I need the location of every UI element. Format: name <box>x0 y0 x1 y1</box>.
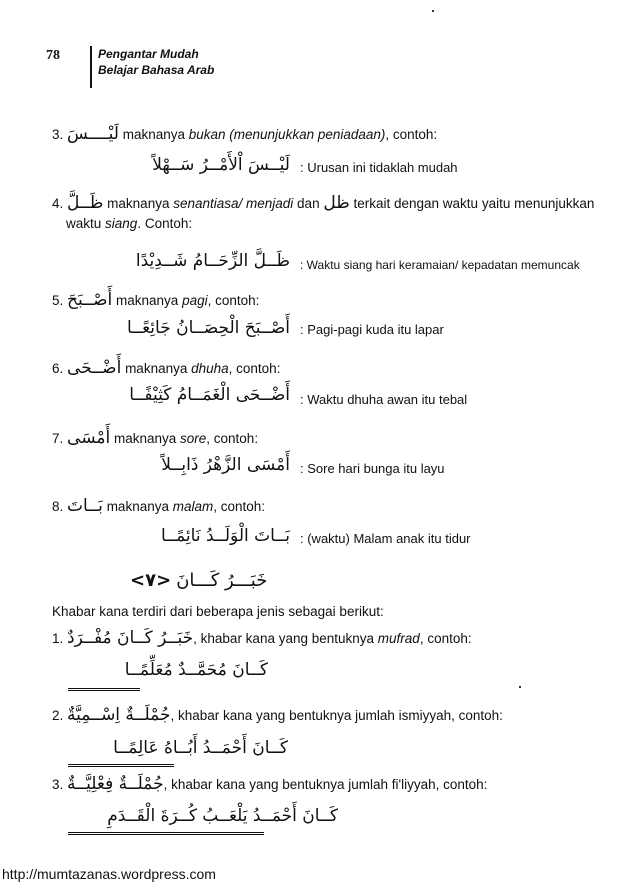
section-heading-arabic: خَبَـــرُ كَـــانَ <box>176 570 268 591</box>
khabar-item-1-example: كَــانَ مُحَمَّــدٌ مُعَلِّمًــا <box>124 660 268 680</box>
item-text: maknanya <box>125 361 192 376</box>
item-text: . Contoh: <box>137 216 193 231</box>
item-8-heading <box>52 496 265 516</box>
item-text: maknanya <box>116 293 183 308</box>
item-text: , khabar kana yang bentuknya jumlah fi'liyyah, contoh: <box>163 777 488 792</box>
item-arabic: جُمْلَــةٌ اِسْــمِيَّةٌ <box>67 705 171 725</box>
item-text: , contoh: <box>207 293 260 308</box>
item-6-example-arabic: أَضْــحَى الْغَمَــامُ كَثِيْفًــا <box>129 385 290 405</box>
item-text: dan <box>293 196 324 211</box>
item-text: maknanya <box>122 127 189 142</box>
khabar-item-3-example: كَــانَ أَحْمَــدُ يَلْعَــبُ كُــرَةَ الْقَــدَمِ <box>107 806 338 826</box>
item-4-line2 <box>66 216 192 231</box>
underline <box>68 690 140 691</box>
item-4-meaning: : Waktu siang hari keramaian/ kepadatan memuncak <box>300 258 580 272</box>
item-arabic: أَصْــبَحَ <box>67 290 113 310</box>
underline <box>68 834 264 835</box>
item-number: 2. <box>52 708 64 723</box>
item-6-heading <box>52 358 280 378</box>
item-4-example-arabic: ظَــلَّ الزِّحَــامُ شَــدِيْدًا <box>135 251 290 271</box>
speck <box>432 10 434 12</box>
item-7-heading <box>52 428 258 448</box>
underline <box>68 766 174 767</box>
underline <box>68 688 140 689</box>
khabar-item-2-heading <box>52 705 503 725</box>
item-5-meaning: : Pagi-pagi kuda itu lapar <box>300 322 444 337</box>
item-8-example-arabic: بَــاتَ الْوَلَــدُ نَائِمًــا <box>160 526 290 546</box>
item-text: maknanya <box>107 196 174 211</box>
item-text: , contoh: <box>213 499 266 514</box>
item-text: , khabar kana yang bentuknya <box>193 631 378 646</box>
item-arabic: أَمْسَى <box>67 428 111 448</box>
book-title-line1: Pengantar Mudah <box>98 47 199 61</box>
item-text: , contoh: <box>206 431 259 446</box>
item-text: , contoh: <box>385 127 438 142</box>
item-3-heading <box>52 124 437 144</box>
khabar-intro: Khabar kana terdiri dari beberapa jenis sebagai berikut: <box>52 604 384 619</box>
item-3-example-arabic: لَيْــسَ اْلأَمْــرُ سَــهْلاً <box>152 155 290 175</box>
speck <box>519 686 521 688</box>
item-text-italic: malam <box>172 499 214 514</box>
item-arabic: أَضْــحَى <box>67 358 122 378</box>
item-text: terkait dengan waktu yaitu menunjukkan <box>349 196 595 211</box>
item-number: 4. <box>52 196 64 211</box>
section-heading <box>130 570 267 591</box>
page-number: 78 <box>46 48 60 63</box>
item-number: 3. <box>52 127 64 142</box>
item-8-meaning: : (waktu) Malam anak itu tidur <box>300 531 471 546</box>
header-divider <box>90 46 92 88</box>
item-text-italic: siang <box>105 216 138 231</box>
item-text-italic: sore <box>180 431 207 446</box>
khabar-item-3-heading <box>52 774 487 794</box>
item-arabic: ظَــلَّ <box>67 193 104 213</box>
underline <box>68 832 264 833</box>
book-title <box>98 46 214 78</box>
item-text-italic: pagi <box>182 293 208 308</box>
item-text: waktu <box>66 216 106 231</box>
item-arabic: لَيْــــسَ <box>67 124 119 144</box>
item-6-meaning: : Waktu dhuha awan itu tebal <box>300 392 468 407</box>
khabar-item-1-heading <box>52 628 472 648</box>
footer-url[interactable]: http://mumtazanas.wordpress.com <box>2 866 216 882</box>
underline <box>68 764 174 765</box>
item-text: maknanya <box>106 499 173 514</box>
item-7-example-arabic: أَمْسَى الزَّهْرُ ذَابِــلاً <box>161 455 290 475</box>
item-7-meaning: : Sore hari bunga itu layu <box>300 461 445 476</box>
item-text-italic: mufrad <box>377 631 420 646</box>
item-text: , khabar kana yang bentuknya jumlah ismiyyah, contoh: <box>170 708 503 723</box>
section-heading-number: <٧> <box>130 570 172 591</box>
item-number: 6. <box>52 361 64 376</box>
khabar-item-2-example: كَــانَ أَحْمَــدُ أَبُــاهُ عَالِمًــا <box>113 738 288 758</box>
item-5-heading <box>52 290 259 310</box>
item-arabic: خَبَــرُ كَــانَ مُفْــرَدٌ <box>67 628 194 648</box>
item-number: 5. <box>52 293 64 308</box>
item-3-meaning: : Urusan ini tidaklah mudah <box>300 160 458 175</box>
item-number: 7. <box>52 431 64 446</box>
item-text-italic: senantiasa/ menjadi <box>173 196 294 211</box>
item-text: , contoh: <box>419 631 472 646</box>
item-number: 1. <box>52 631 64 646</box>
item-arabic: جُمْلَــةٌ فِعْلِيَّــةٌ <box>67 774 164 794</box>
item-text-italic: dhuha <box>191 361 229 376</box>
item-arabic: بَــاتَ <box>67 496 103 516</box>
book-title-line2: Belajar Bahasa Arab <box>98 63 215 77</box>
item-4-heading <box>52 193 594 213</box>
item-text: maknanya <box>113 431 181 446</box>
item-arabic-2: ظل <box>323 193 350 213</box>
item-number: 8. <box>52 499 64 514</box>
item-text-italic: bukan (menunjukkan peniadaan) <box>188 127 386 142</box>
item-text: , contoh: <box>228 361 281 376</box>
item-5-example-arabic: أَصْــبَحَ الْحِصَــانُ جَائِعًــا <box>126 318 290 338</box>
item-number: 3. <box>52 777 64 792</box>
